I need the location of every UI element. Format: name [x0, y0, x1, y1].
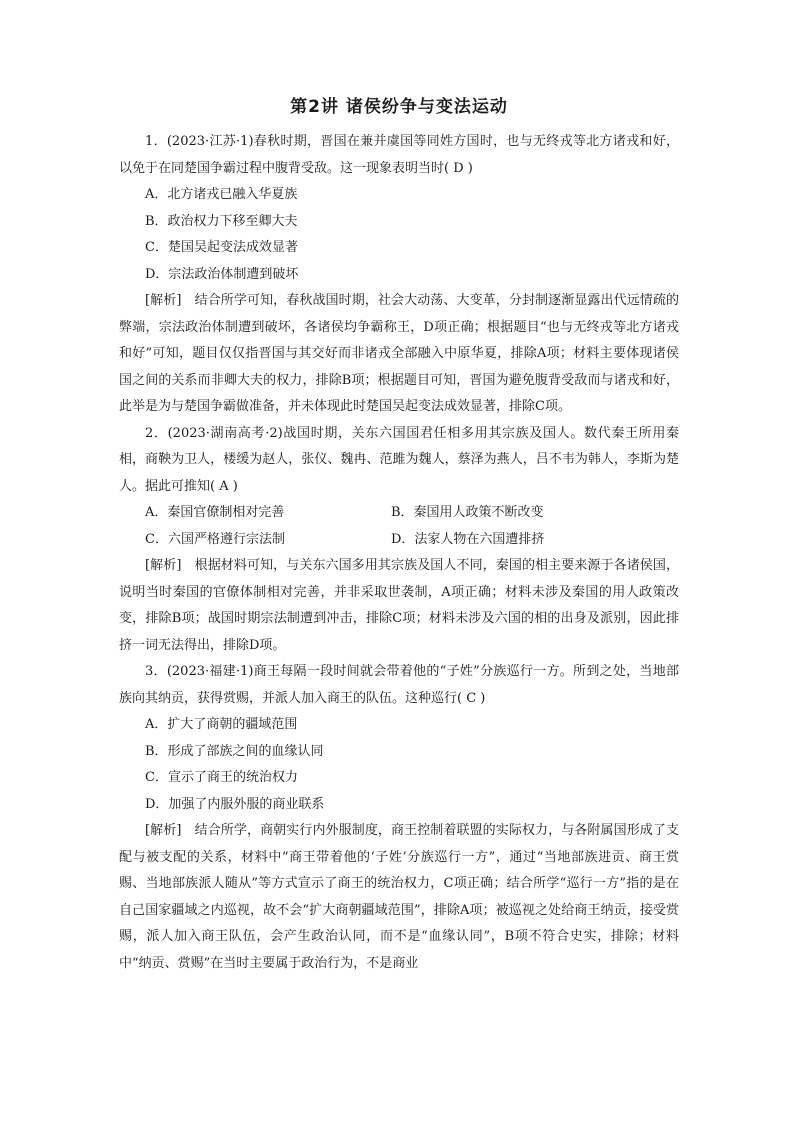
analysis-tag: [解析] [145, 293, 182, 308]
option-d: D．法家人物在六国遭排挤 [391, 531, 545, 547]
option-c: C．楚国吴起变法成效显著 [145, 240, 298, 255]
analysis-text: 结合所学可知，春秋战国时期，社会大动荡、大变革，分封制逐渐显露出代远情疏的弊端，宗法政治体制遭到破坏，各诸侯均争霸称王，D项正确；根据题目“也与无终戎等北方诸戎和好”可知，题目仅仅指晋国与其交好而非诸戎全部融入中原华夏，排除A项；材料主要体现诸侯国之间的关系而非卿大夫的权力，排除B项；根据题目可知，晋国为避免腹背受敌而与诸戎和好，此举是为与楚国争霸做准备，并未体现此时楚国吴起变法成效显著，排除C项。 [119, 293, 679, 414]
option-a: A．北方诸戎已融入华夏族 [145, 187, 298, 202]
option-a: A．扩大了商朝的疆域范围 [145, 717, 298, 732]
analysis [119, 553, 679, 659]
analysis-tag: [解析] [145, 823, 182, 838]
option-b: B．形成了部族之间的血缘认同 [145, 743, 324, 759]
option-b: B．政治权力下移至卿大夫 [145, 213, 298, 229]
option-b: B．秦国用人政策不断改变 [391, 505, 544, 520]
analysis-text: 根据材料可知，与关东六国多用其宗族及国人不同，秦国的相主要来源于各诸侯国，说明当时秦国的官僚体制相对完善，并非采取世袭制，A项正确；材料未涉及秦国的用人政策改变，排除B项；战国时期宗法制遭到冲击，排除C项；材料未涉及六国的相的出身及派别，因此排挤一词无法得出，排除D项。 [119, 558, 679, 653]
analysis [119, 818, 679, 977]
option-row [119, 500, 679, 527]
analysis [119, 288, 679, 421]
page-title: 第2讲 诸侯纷争与变法运动 [290, 97, 508, 117]
option-row [119, 527, 679, 554]
question-1 [119, 129, 679, 421]
question-stem: 3．(2023·福建·1)商王每隔一段时间就会带着他的“子姓”分族巡行一方。所到之处，当地部族向其纳贡，获得赏赐，并派人加入商王的队伍。这种巡行( C ) [119, 664, 679, 706]
question-2 [119, 421, 679, 660]
question-stem: 1．(2023·江苏·1)春秋时期，晋国在兼并虞国等同姓方国时，也与无终戎等北方诸戎和好，以免于在同楚国争霸过程中腹背受敌。这一现象表明当时( D ) [119, 134, 679, 176]
option-d: D．宗法政治体制遭到破坏 [145, 266, 299, 282]
option-d: D．加强了内服外服的商业联系 [145, 796, 325, 812]
option-a: A．秦国官僚制相对完善 [145, 505, 285, 520]
question-3 [119, 659, 679, 977]
analysis-tag: [解析] [145, 558, 182, 573]
question-stem: 2．(2023·湖南高考·2)战国时期，关东六国国君任相多用其宗族及国人。数代秦王所用秦相，商鞅为卫人，楼缓为赵人，张仪、魏冉、范雎为魏人，蔡泽为燕人，吕不韦为韩人，李斯为楚人。据此可推知( A ) [119, 425, 679, 494]
document-content [119, 92, 679, 977]
option-c: C．六国严格遵行宗法制 [145, 531, 285, 547]
analysis-text: 结合所学，商朝实行内外服制度，商王控制着联盟的实际权力，与各附属国形成了支配与被支配的关系，材料中“商王带着他的‘子姓’分族巡行一方”，通过“当地部族进贡、商王赏赐、当地部族派人随从”等方式宣示了商王的统治权力，C项正确；结合所学“巡行一方”指的是在自己国家疆域之内巡视，故不会“扩大商朝疆域范围”，排除A项；被巡视之处给商王纳贡，接受赏赐，派人加入商王队伍，会产生政治认同，而不是“血缘认同”，B项不符合史实，排除；材料中“纳贡、赏赐”在当时主要属于政治行为，不是商业 [119, 823, 679, 971]
option-c: C．宣示了商王的统治权力 [145, 770, 298, 785]
